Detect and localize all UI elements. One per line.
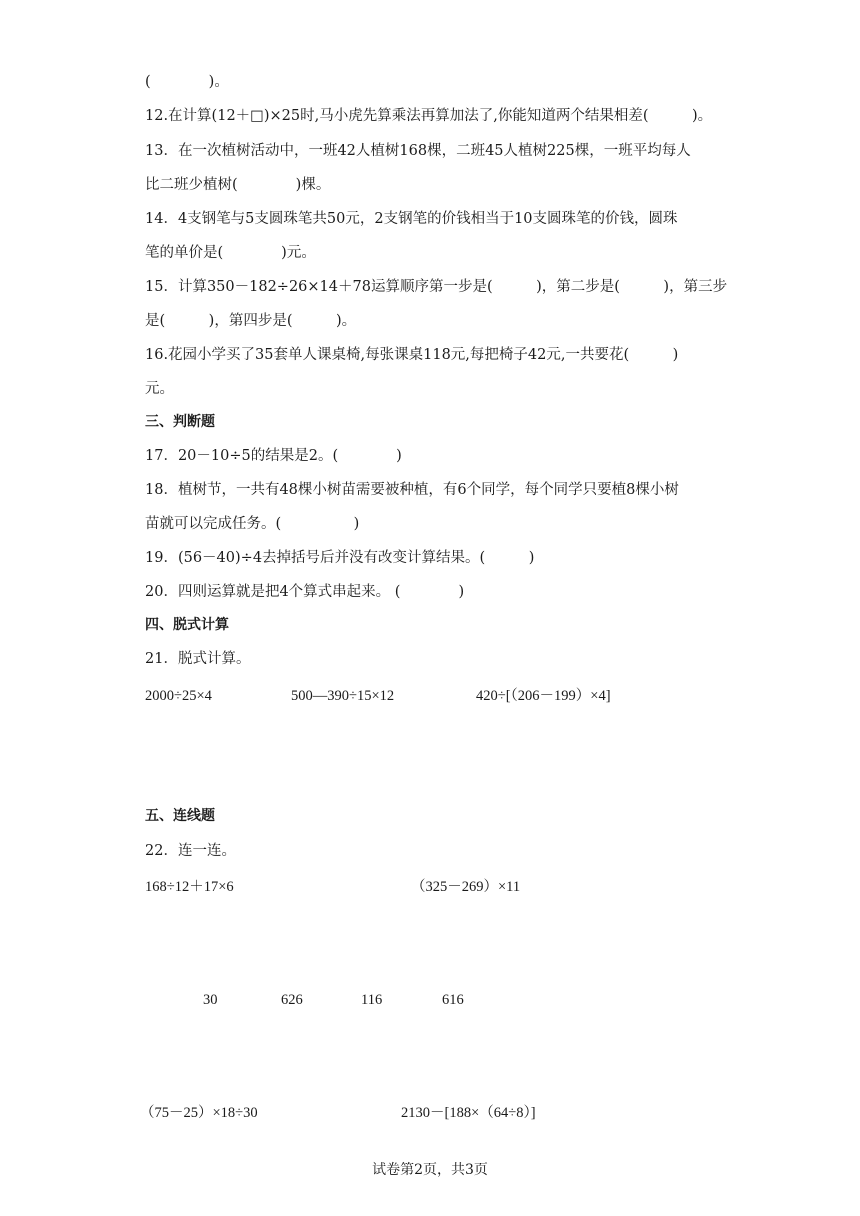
question-16-line-2: 元。: [145, 381, 174, 397]
match-expression-top-left: 168÷12＋17×6: [145, 879, 234, 895]
question-14-line-2: 笔的单价是( )元。: [145, 245, 316, 261]
page-footer: 试卷第2页，共3页: [372, 1162, 488, 1178]
section-4-heading: 四、脱式计算: [145, 617, 229, 633]
question-13-line-1: 13．在一次植树活动中，一班42人植树168棵，二班45人植树225棵，一班平均每人: [145, 143, 691, 159]
question-18-line-1: 18．植树节，一共有48棵小树苗需要被种植，有6个同学，每个同学只要植8棵小树: [145, 482, 679, 498]
question-17: 17．20－10÷5的结果是2。( ): [145, 448, 402, 464]
question-12: 12.在计算(12＋□)×25时,马小虎先算乘法再算加法了,你能知道两个结果相差( )。: [145, 108, 713, 124]
section-3-heading: 三、判断题: [145, 414, 215, 430]
match-answer: 116: [361, 992, 383, 1008]
match-expression-bottom-right: 2130－[188×（64÷8）]: [401, 1105, 536, 1121]
question-19: 19．(56－40)÷4去掉括号后并没有改变计算结果。( ): [145, 550, 535, 566]
question-15-line-1: 15．计算350－182÷26×14＋78运算顺序第一步是( )，第二步是( )，第三步: [145, 279, 728, 295]
question-15-line-2: 是( )，第四步是( )。: [145, 313, 357, 329]
calc-expression-1: 2000÷25×4: [145, 688, 212, 704]
question-13-line-2: 比二班少植树( )棵。: [145, 177, 331, 193]
calc-expression-3: 420÷[（206－199）×4]: [476, 688, 611, 704]
question-22: 22．连一连。: [145, 843, 236, 859]
match-answer: 616: [442, 992, 464, 1008]
question-14-line-1: 14．4支钢笔与5支圆珠笔共50元，2支钢笔的价钱相当于10支圆珠笔的价钱，圆珠: [145, 211, 678, 227]
question-20: 20．四则运算就是把4个算式串起来。 ( ): [145, 584, 465, 600]
question-11-tail: ( )。: [145, 74, 229, 90]
match-expression-bottom-left: （75－25）×18÷30: [140, 1105, 258, 1121]
calc-expression-2: 500—390÷15×12: [291, 688, 395, 704]
match-answer: 30: [203, 992, 218, 1008]
section-5-heading: 五、连线题: [145, 808, 215, 824]
question-21: 21．脱式计算。: [145, 651, 251, 667]
question-16-line-1: 16.花园小学买了35套单人课桌椅,每张课桌118元,每把椅子42元,一共要花( ): [145, 347, 679, 363]
match-expression-top-right: （325－269）×11: [411, 879, 521, 895]
question-18-line-2: 苗就可以完成任务。( ): [145, 516, 360, 532]
match-answer: 626: [281, 992, 303, 1008]
